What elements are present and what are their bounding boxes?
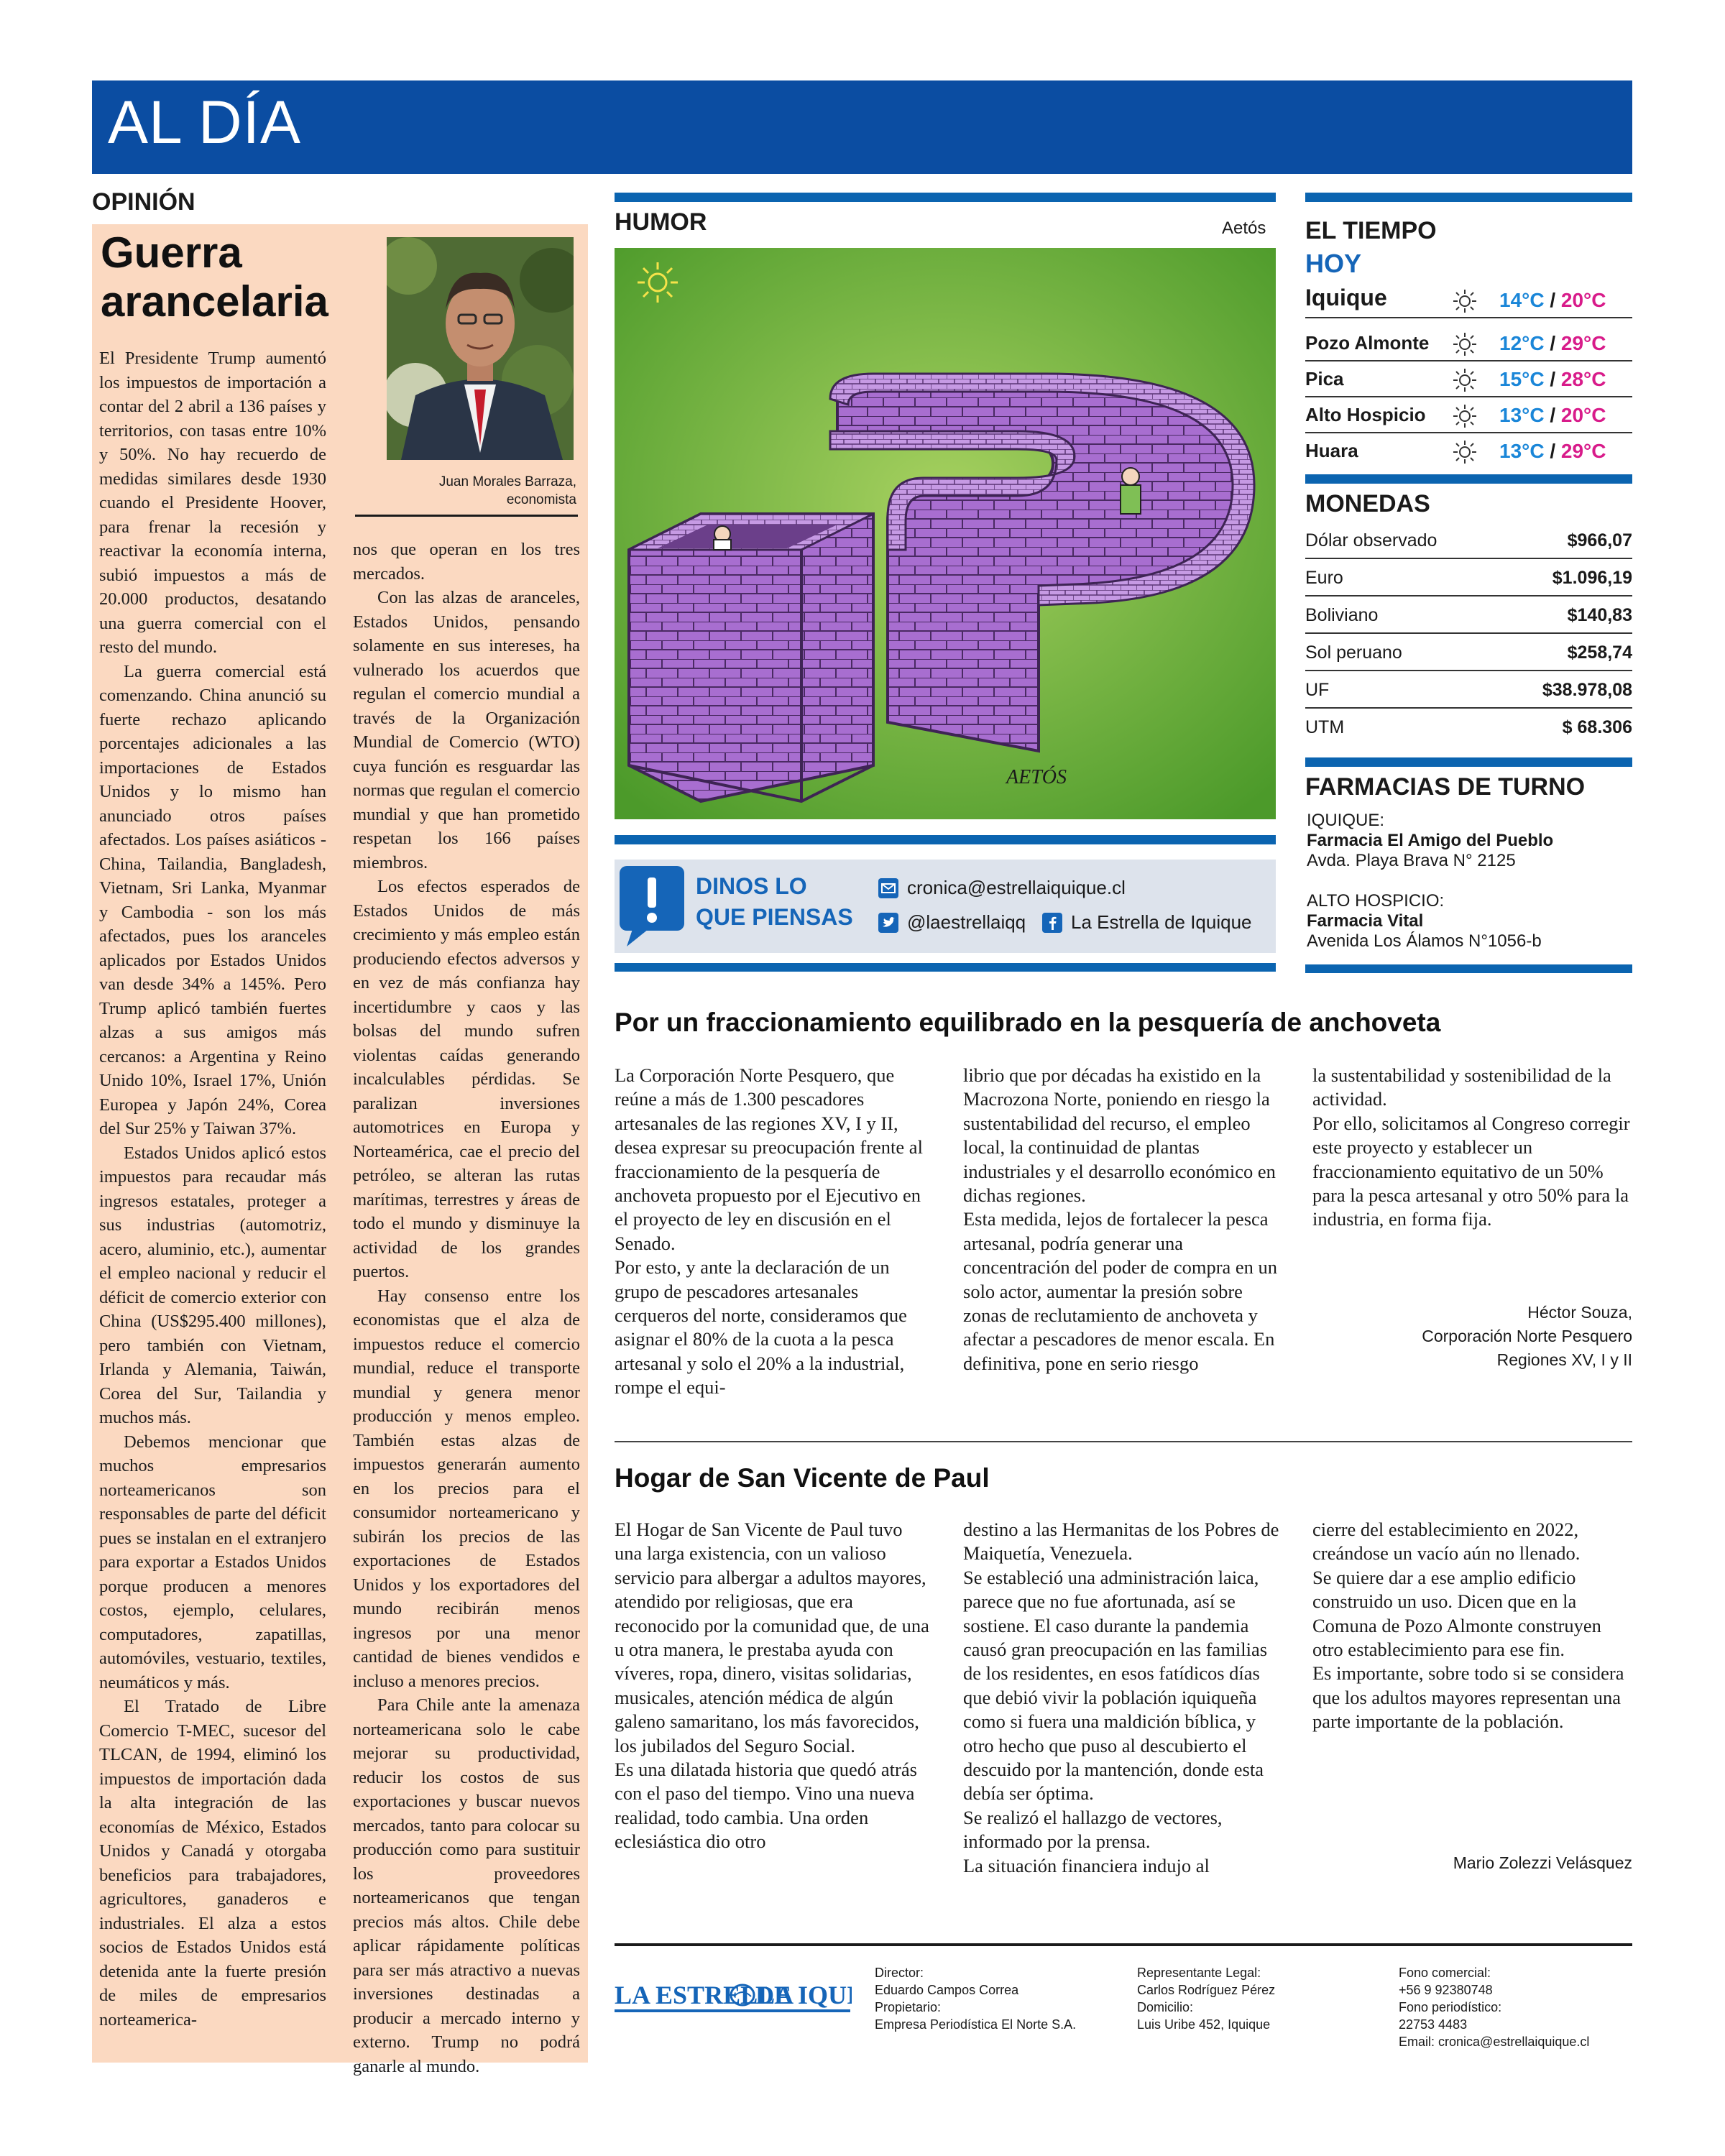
currencies-title: MONEDAS [1305,490,1430,517]
pharmacies-bottom-bar [1305,964,1632,973]
paragraph: Los efectos esperados de Estados Unidos de más crecimiento y más empleo están produciendo efectos adversos y en vez de más confianza hay incertidumbre y caos y las bolsas del mundo sufren violentas caídas generando incalculables pérdidas. Se paralizan inversiones automotrices en Europa y Norteamérica, cae el precio del petróleo, se alteran las rutas marítimas, terrestres y áreas de todo el mundo y disminuye la actividad de los grandes puertos. [353,877,580,1281]
weather-top-bar [1305,193,1632,202]
paragraph: Por esto, y ante la declaración de un grupo de pescadores artesanales cerqueros del norte, consideramos que asignar el 80% de la cuota a la pesca artesanal y solo el 20% a la industrial, rompe el equi- [615,1256,907,1399]
currency-row [1305,635,1632,673]
currency-row [1305,673,1632,710]
paragraph: Se quiere dar a ese amplio edificio construido un uso. Dicen que en la Comuna de Pozo Almonte construyen otro establecimiento para ese fin. [1312,1566,1601,1661]
currency-value: $258,74 [1567,642,1632,663]
paragraph: Debemos mencionar que muchos empresarios norteamericanos son responsables de parte del déficit pues se instalan en el extranjero para exportar a Estados Unidos porque producen a menores costos, ejemplo, celulares, computadores, zapatillas, automóviles, vestuario, textiles, neumáticos y más. [99,1432,326,1692]
contact-twitter[interactable]: @laestrellaiqq [907,911,1026,933]
footer-label: Director: [875,1966,924,1980]
author-portrait [387,237,574,460]
currency-name: UTM [1305,717,1345,737]
footer-legal-block [1137,1964,1275,2033]
currency-row [1305,598,1632,635]
mail-icon [878,878,898,898]
paragraph: La situación financiera indujo al [963,1854,1210,1876]
footer-value: cronica@estrellaiquique.cl [1438,2035,1590,2049]
logo-text-right: DE IQU [755,1981,847,2009]
footer-label: Domicilio: [1137,2000,1194,2014]
opinion-headline: Guerra arancelaria [101,229,328,326]
weather-city: Pica [1305,368,1344,390]
pharmacy-name: Farmacia El Amigo del Pueblo [1307,831,1554,850]
opinion-label: OPINIÓN [92,188,196,216]
sun-icon [1451,287,1478,315]
currency-row [1305,523,1632,561]
letter-column-1 [615,1518,934,1854]
currency-name: Sol peruano [1305,642,1402,663]
temp-min: 13°C [1499,440,1545,462]
signature-line: Corporación Norte Pesquero [1422,1327,1632,1345]
currency-value: $ 68.306 [1562,717,1632,737]
opinion-column-2 [353,538,580,2078]
letter-column-3 [1312,1518,1632,1734]
footer-value: Carlos Rodríguez Pérez [1137,1983,1276,1997]
paragraph: nos que operan en los tres mercados. [353,540,580,584]
currency-name: Euro [1305,568,1343,588]
logo-text-left: LA ESTRELLA [615,1981,794,2009]
cartoon-signature: AETÓS [1006,766,1067,788]
currency-name: Boliviano [1305,605,1379,625]
currency-row [1305,710,1632,747]
letter-column-2 [963,1518,1283,1878]
caption-divider [355,515,578,517]
footer-value: +56 9 92380748 [1399,1983,1493,1997]
newspaper-logo [615,1969,852,2019]
dinos-title-line2: QUE PIENSAS [696,904,853,930]
dinos-top-bar [615,835,1276,844]
currencies-top-bar [1305,474,1632,484]
article-divider [615,1441,1632,1442]
weather-title: EL TIEMPO [1305,217,1437,244]
cartoonist-name: Aetós [1222,218,1266,238]
signature-line: Regiones XV, I y II [1496,1350,1632,1369]
weather-row: Pica 15°C / 28°C [1305,362,1632,398]
paragraph: Hay consenso entre los economistas que el alza de impuestos reduce el comercio mundial, reduce el transporte mundial y genera menor producción y menos empleo. También estas alzas de impuestos generarán aumento en los precios para el consumidor norteamericano y subirán los precios de las exportaciones de Estados Unidos y los exportadores del mundo recibirán menos ingresos por una menor cantidad de bienes vendidos e incluso a menores precios. [353,1286,580,1691]
paragraph: destino a las Hermanitas de los Pobres de Maiquetía, Venezuela. [963,1519,1279,1565]
sun-icon [1451,438,1478,466]
paragraph: Se realizó el hallazgo de vectores, informado por la prensa. [963,1806,1223,1853]
letter-column-1 [615,1064,934,1400]
pharmacy-address: Avda. Playa Brava N° 2125 [1307,851,1516,870]
twitter-icon [878,913,898,933]
temp-min: 13°C [1499,404,1545,426]
paragraph: La guerra comercial está comenzando. China anunció su fuerte rechazo aplicando porcentajes adicionales a las importaciones de Estados Unidos y lo mismo han anunciado otros países afectados. Los países asiáticos -China, Tailandia, Bangladesh, Vietnam, Sri Lanka, Myanmar y Cambodia - son los más afectados, pues los aranceles aplicados por Estados Unidos van desde 34% a 145%. Pero Trump aplicó también fuertes alzas a sus amigos más cercanos: a Argentina y Reino Unido 10%, Israel 17%, Unión Europea y Japón 24%, Corea del Sur 25% y Taiwan 37%. [99,661,326,1138]
dinos-title-line1: DINOS LO [696,873,807,899]
weather-city: Alto Hospicio [1305,404,1426,425]
paragraph: El Presidente Trump aumentó los impuestos de importación a contar del 2 abril a 136 países y territorios, con tasas entre 10% y 50%. No hay recuerdo de medidas similares desde 1930 cuando el Presidente Hoover, para frenar la recesión y reactivar la economía interna, subió impuestos a más de 20.000 productos, desatando una guerra comercial con el resto del mundo. [99,349,326,657]
weather-city: Huara [1305,440,1358,461]
footer-label: Fono comercial: [1399,1966,1491,1980]
temp-min: 14°C [1499,289,1545,311]
signature-line: Héctor Souza, [1527,1303,1632,1322]
temp-max: 28°C [1560,368,1606,390]
letter-column-3 [1312,1064,1632,1232]
paragraph: Para Chile ante la amenaza norteamericana solo le cabe mejorar su productividad, reducir los costos de sus exportaciones y buscar nuevos mercados, tanto para colocar su producción como para sustituir los proveedores norteamericanos que tengan precios más altos. Chile debe aplicar rápidamente políticas para ser más atractivo a nuevas inversiones destinadas a producir a mercado interno y externo. Trump no podrá ganarle al mundo. [353,1695,580,2076]
pharmacies-top-bar [1305,757,1632,767]
paragraph: Esta medida, lejos de fortalecer la pesca artesanal, podría generar una concentración del poder de compra en un solo actor, aumentar la presión sobre zonas de reclutamiento de anchoveta y afectar a pescadores de menor escala. En definitiva, pone en serio riesgo [963,1208,1278,1374]
sun-icon [1451,331,1478,358]
paragraph: Es una dilatada historia que quedó atrás con el paso del tiempo. Vino una nueva realidad, todo cambia. Una orden eclesiástica dio otro [615,1759,917,1853]
letter-signature: Mario Zolezzi Velásquez [1453,1853,1632,1872]
currency-row [1305,561,1632,598]
weather-city: Pozo Almonte [1305,332,1430,354]
footer-value: Eduardo Campos Correa [875,1983,1019,1997]
paragraph: cierre del establecimiento en 2022, creándose un vacío aún no llenado. [1312,1519,1581,1565]
pharmacy-entry [1307,891,1542,952]
paragraph: la sustentabilidad y sostenibilidad de la actividad. [1312,1064,1611,1110]
footer-director-block [875,1964,1076,2033]
paragraph: Se estableció una administración laica, parece que no fue afortunada, así se sostiene. El caso durante la pandemia causó gran preocupación en las familias de los residentes, en esos fatídicos días que debió vivir la población iquiqueña como si fuera una maldición bíblica, y otro hecho que puso al descubierto el descuido por la mantención, donde esta debía ser óptima. [963,1566,1268,1805]
paragraph: Estados Unidos aplicó estos impuestos para recaudar más ingresos estatales, proteger a sus industrias (automotriz, acero, aluminio, etc.), aumentar el empleo nacional y reducir el déficit de comercio exterior con China (US$295.400 millones), pero también con Vietnam, Irlanda y Alemania, Taiwán, Corea del Sur, Tailandia y muchos más. [99,1143,326,1427]
weather-city: Iquique [1305,285,1387,310]
pharmacy-entry [1307,811,1553,871]
pharmacy-name: Farmacia Vital [1307,911,1424,931]
footer-value: Empresa Periodística El Norte S.A. [875,2017,1077,2032]
weather-row: Iquique 14°C / 20°C [1305,283,1632,319]
cartoon [615,248,1276,819]
pharmacy-city: IQUIQUE: [1307,811,1385,830]
footer-value: Luis Uribe 452, Iquique [1137,2017,1271,2032]
footer-label: Fono periodístico: [1399,2000,1502,2014]
sun-icon [1451,367,1478,394]
pharmacies-title: FARMACIAS DE TURNO [1305,773,1586,801]
currency-value: $38.978,08 [1542,680,1632,700]
footer-value: 22753 4483 [1399,2017,1468,2032]
humor-label: HUMOR [615,208,707,236]
humor-top-bar [615,193,1276,202]
temp-max: 29°C [1560,440,1606,462]
currency-value: $966,07 [1567,530,1632,550]
letter-signature [1312,1301,1632,1372]
dinos-bottom-bar [615,963,1276,972]
author-role: economista [506,492,576,507]
author-name: Juan Morales Barraza, [438,474,576,489]
weather-today-label: HOY [1305,249,1362,278]
speech-bubble-icon [620,866,684,946]
currency-name: Dólar observado [1305,530,1438,550]
opinion-column-1 [99,346,326,2032]
facebook-icon [1042,913,1062,933]
footer-contact-block [1399,1964,1589,2050]
letter-headline: Por un fraccionamiento equilibrado en la pesquería de anchoveta [615,1008,1441,1037]
currency-value: $1.096,19 [1552,568,1632,588]
temp-max: 29°C [1560,332,1606,354]
footer-label: Representante Legal: [1137,1966,1261,1980]
dinos-title [696,871,868,933]
paragraph: La Corporación Norte Pesquero, que reúne a más de 1.300 pescadores artesanales de las regiones XV, I y II, desea expresar su preocupación frente al fraccionamiento de la pesquería de anchoveta propuesto por el Ejecutivo en el proyecto de ley en discusión en el Senado. [615,1064,923,1254]
author-portrait-image [387,237,574,460]
contact-facebook[interactable]: La Estrella de Iquique [1071,911,1252,933]
currency-name: UF [1305,680,1330,700]
weather-row: Pozo Almonte 12°C / 29°C [1305,326,1632,362]
footer-rule [615,1943,1632,1946]
paragraph: El Tratado de Libre Comercio T-MEC, sucesor del TLCAN, de 1994, eliminó los impuestos de importación dada la alta integración de las economías de México, Estados Unidos y Canadá y otorgaba beneficios para trabajadores, agricultores, ganaderos e industriales. El alza a estos socios de Estados Unidos está detenida ante la fuerte presión de miles de empresarios norteamerica- [99,1697,326,2030]
footer-email[interactable] [1399,2033,1589,2050]
letter-headline: Hogar de San Vicente de Paul [615,1463,990,1493]
contact-email[interactable]: cronica@estrellaiquique.cl [907,877,1126,898]
section-title: AL DÍA [108,88,301,156]
temp-max: 20°C [1560,404,1606,426]
section-banner [92,80,1632,174]
currency-value: $140,83 [1567,605,1632,625]
weather-row: Huara 13°C / 29°C [1305,434,1632,470]
author-caption [388,473,576,509]
cartoon-illustration [615,248,1276,819]
footer-label: Propietario: [875,2000,942,2014]
temp-min: 15°C [1499,368,1545,390]
temp-min: 12°C [1499,332,1545,354]
weather-row: Alto Hospicio 13°C / 20°C [1305,398,1632,434]
paragraph: librio que por décadas ha existido en la Macrozona Norte, poniendo en riesgo la sustentabilidad del recurso, el empleo local, la continuidad de plantas industriales y el desarrollo económico en dichas regiones. [963,1064,1276,1207]
letter-column-2 [963,1064,1283,1376]
paragraph: Es importante, sobre todo si se considera que los adultos mayores representan una parte importante de la población. [1312,1662,1624,1733]
footer-label: Email: [1399,2035,1435,2049]
paragraph: El Hogar de San Vicente de Paul tuvo una larga existencia, con un valioso servicio para albergar a adultos mayores, atendido por religiosas, que era reconocido por la comunidad que, de una u otra manera, le prestaba ayuda con víveres, ropa, dinero, visitas solidarias, musicales, atención médica de algún galeno samaritano, los más favorecidos, los jubilados del Seguro Social. [615,1519,929,1756]
pharmacy-city: ALTO HOSPICIO: [1307,891,1445,911]
sun-icon [1451,402,1478,430]
paragraph: Con las alzas de aranceles, Estados Unidos, pensando solamente en sus intereses, ha vulnerado los acuerdos que regulan el comercio mundial a través de la Organización Mundial de Comercio (WTO) cuya función es resguardar las normas que regulan el comercio mundial y que han prometido respetan los 166 países miembros. [353,588,580,872]
paragraph: Por ello, solicitamos al Congreso corregir este proyecto y establecer un fraccionamiento equitativo de un 50% para la pesca artesanal y otro 50% para la industria, en forma fija. [1312,1112,1630,1230]
pharmacy-address: Avenida Los Álamos N°1056-b [1307,931,1542,951]
temp-max: 20°C [1560,289,1606,311]
